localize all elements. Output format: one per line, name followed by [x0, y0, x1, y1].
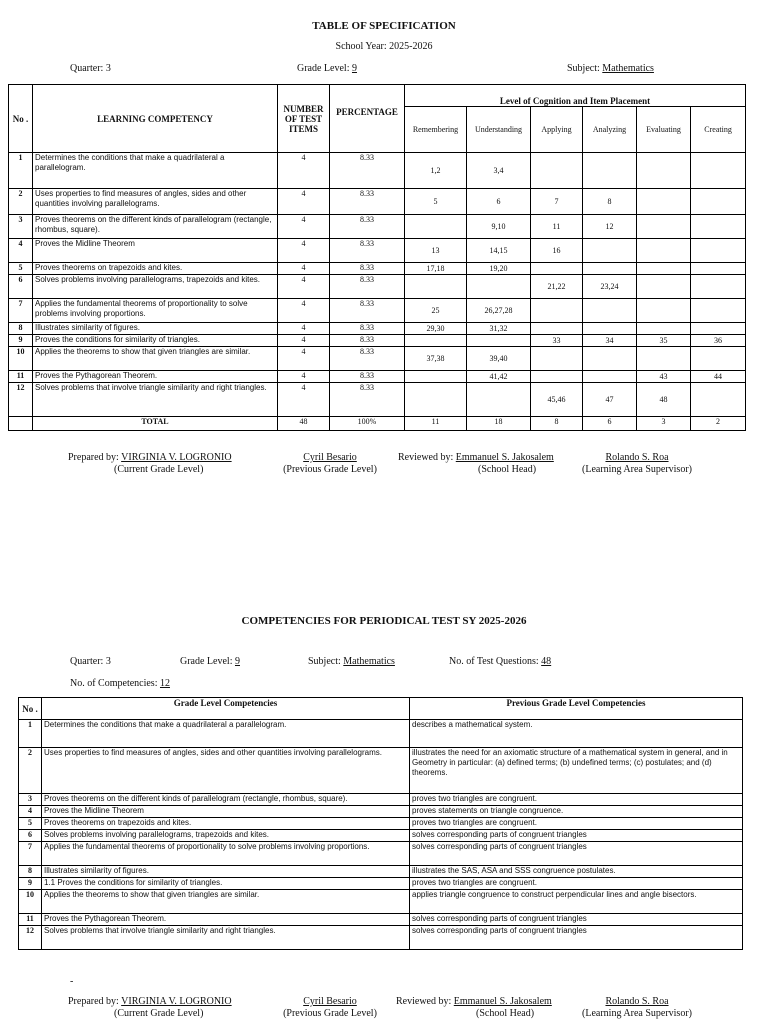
- tos-row-creating: 36: [691, 335, 746, 347]
- tos-total-applying: 8: [531, 417, 583, 431]
- comp-row-number: 6: [19, 830, 42, 842]
- tos-header-remembering: Remembering: [405, 107, 467, 153]
- tos-total-blank: [9, 417, 33, 431]
- comp-row-number: 12: [19, 926, 42, 950]
- tos-row-understanding: 6: [467, 189, 531, 215]
- tos-total-row: [9, 417, 746, 431]
- tos-row-applying: 11: [531, 215, 583, 239]
- comp-subject: Subject: Mathematics: [308, 656, 395, 667]
- comp-row-grade-competency: Proves the Pythagorean Theorem.: [42, 914, 410, 926]
- tos-row-percentage: 8.33: [330, 299, 405, 323]
- tos-row-remembering: 17,18: [405, 263, 467, 275]
- tos-row-creating: [691, 239, 746, 263]
- tos-row-applying: [531, 371, 583, 383]
- tos-row-remembering: [405, 371, 467, 383]
- tos-row-competency: Determines the conditions that make a quadrilateral a parallelogram.: [33, 153, 278, 189]
- tos-row-remembering: 13: [405, 239, 467, 263]
- tos-row-competency: Proves the Pythagorean Theorem.: [33, 371, 278, 383]
- tos-row-items: 4: [278, 263, 330, 275]
- tos-row-number: 8: [9, 323, 33, 335]
- comp-row-number: 5: [19, 818, 42, 830]
- tos-row-analyzing: [583, 371, 637, 383]
- tos-row-creating: [691, 383, 746, 417]
- tos-row-items: 4: [278, 299, 330, 323]
- tos-row-competency: Solves problems that involve triangle similarity and right triangles.: [33, 383, 278, 417]
- tos-row-competency: Applies the fundamental theorems of proportionality to solve problems involving proportions.: [33, 299, 278, 323]
- tos-row-analyzing: [583, 299, 637, 323]
- tos-row-applying: [531, 323, 583, 335]
- tos-total-evaluating: 3: [637, 417, 691, 431]
- tos-row-evaluating: [637, 215, 691, 239]
- tos-row: [9, 335, 746, 347]
- comp-row: [19, 818, 743, 830]
- comp-row: [19, 926, 743, 950]
- comp-row: [19, 748, 743, 794]
- tos-row-number: 6: [9, 275, 33, 299]
- comp-row-previous-competency: applies triangle congruence to construct perpendicular lines and angle bisectors.: [410, 890, 743, 914]
- comp-row-grade-competency: Solves problems that involve triangle similarity and right triangles.: [42, 926, 410, 950]
- tos-quarter: Quarter: 3: [70, 63, 111, 74]
- tos-total-percentage: 100%: [330, 417, 405, 431]
- comp-row: [19, 878, 743, 890]
- comp-row-number: 8: [19, 866, 42, 878]
- comp-row-previous-competency: solves corresponding parts of congruent triangles: [410, 926, 743, 950]
- tos-row-items: 4: [278, 335, 330, 347]
- comp-header-grade: Grade Level Competencies: [42, 698, 410, 720]
- tos-row-evaluating: 43: [637, 371, 691, 383]
- comp-row-previous-competency: proves two triangles are congruent.: [410, 818, 743, 830]
- comp-row-number: 10: [19, 890, 42, 914]
- tos-row-percentage: 8.33: [330, 335, 405, 347]
- comp-row-grade-competency: Determines the conditions that make a quadrilateral a parallelogram.: [42, 720, 410, 748]
- tos-header-evaluating: Evaluating: [637, 107, 691, 153]
- tos-row-understanding: [467, 383, 531, 417]
- tos-row-applying: 21,22: [531, 275, 583, 299]
- tos-header-applying: Applying: [531, 107, 583, 153]
- dash-mark: -: [70, 976, 74, 987]
- tos-row: [9, 239, 746, 263]
- tos-total-understanding: 18: [467, 417, 531, 431]
- tos-row-items: 4: [278, 383, 330, 417]
- reviewed-by-block: Reviewed by: Emmanuel S. Jakosalem (School Head): [398, 452, 554, 475]
- tos-row: [9, 299, 746, 323]
- tos-row-applying: 33: [531, 335, 583, 347]
- comp-row-previous-competency: illustrates the need for an axiomatic structure of a mathematical system in general, and in Geometry in particular: (a) defined terms; (b) undefined terms; (c) postulates; and (d) theorems.: [410, 748, 743, 794]
- comp-row-number: 7: [19, 842, 42, 866]
- supervisor-signatory: Rolando S. Roa (Learning Area Supervisor): [582, 452, 692, 475]
- comp-title: COMPETENCIES FOR PERIODICAL TEST SY 2025-2026: [241, 615, 527, 627]
- tos-row-evaluating: 35: [637, 335, 691, 347]
- tos-total-analyzing: 6: [583, 417, 637, 431]
- tos-row-percentage: 8.33: [330, 263, 405, 275]
- tos-row-applying: [531, 263, 583, 275]
- tos-total-remembering: 11: [405, 417, 467, 431]
- comp-row-grade-competency: Proves theorems on trapezoids and kites.: [42, 818, 410, 830]
- tos-header-competency: LEARNING COMPETENCY: [33, 85, 278, 153]
- tos-school-year: School Year: 2025-2026: [335, 41, 433, 52]
- tos-row-number: 7: [9, 299, 33, 323]
- tos-row-creating: [691, 275, 746, 299]
- tos-row-remembering: [405, 275, 467, 299]
- tos-row-items: 4: [278, 275, 330, 299]
- tos-row-applying: 16: [531, 239, 583, 263]
- tos-row-creating: [691, 299, 746, 323]
- tos-subject: Subject: Mathematics: [567, 63, 654, 74]
- comp-row: [19, 866, 743, 878]
- tos-row: [9, 383, 746, 417]
- tos-row-understanding: 41,42: [467, 371, 531, 383]
- tos-row-creating: [691, 189, 746, 215]
- comp-row-grade-competency: Uses properties to find measures of angles, sides and other quantities involving parallelograms.: [42, 748, 410, 794]
- prepared-by-block: Prepared by: VIRGINIA V. LOGRONIO (Current Grade Level): [68, 452, 232, 475]
- comp-row: [19, 720, 743, 748]
- comp-row-number: 1: [19, 720, 42, 748]
- tos-row-competency: Uses properties to find measures of angles, sides and other quantities involving parallelograms.: [33, 189, 278, 215]
- comp-header-previous: Previous Grade Level Competencies: [410, 698, 743, 720]
- tos-row-creating: [691, 323, 746, 335]
- tos-row-creating: [691, 263, 746, 275]
- tos-row-percentage: 8.33: [330, 275, 405, 299]
- tos-row-number: 3: [9, 215, 33, 239]
- tos-row-percentage: 8.33: [330, 323, 405, 335]
- tos-row: [9, 347, 746, 371]
- tos-total-creating: 2: [691, 417, 746, 431]
- comp-header-no: No .: [19, 698, 42, 720]
- tos-total-items: 48: [278, 417, 330, 431]
- comp-row-previous-competency: illustrates the SAS, ASA and SSS congruence postulates.: [410, 866, 743, 878]
- supervisor-signatory-2: Rolando S. Roa (Learning Area Supervisor): [582, 996, 692, 1019]
- tos-row-number: 5: [9, 263, 33, 275]
- tos-row-understanding: 9,10: [467, 215, 531, 239]
- tos-row-applying: 7: [531, 189, 583, 215]
- comp-row-previous-competency: proves statements on triangle congruence.: [410, 806, 743, 818]
- tos-row-remembering: [405, 383, 467, 417]
- tos-row-understanding: 26,27,28: [467, 299, 531, 323]
- comp-row: [19, 806, 743, 818]
- tos-row-analyzing: [583, 323, 637, 335]
- tos-row-analyzing: [583, 239, 637, 263]
- tos-row: [9, 275, 746, 299]
- tos-row-evaluating: [637, 189, 691, 215]
- comp-row: [19, 842, 743, 866]
- tos-row-number: 10: [9, 347, 33, 371]
- tos-row-analyzing: 34: [583, 335, 637, 347]
- tos-row-items: 4: [278, 239, 330, 263]
- tos-row-applying: [531, 153, 583, 189]
- comp-row-number: 9: [19, 878, 42, 890]
- comp-row-previous-competency: solves corresponding parts of congruent triangles: [410, 914, 743, 926]
- tos-row-evaluating: [637, 323, 691, 335]
- tos-row: [9, 153, 746, 189]
- tos-row: [9, 371, 746, 383]
- tos-row-competency: Illustrates similarity of figures.: [33, 323, 278, 335]
- prepared-by-block-2: Prepared by: VIRGINIA V. LOGRONIO (Current Grade Level): [68, 996, 232, 1019]
- tos-row: [9, 323, 746, 335]
- tos-row-percentage: 8.33: [330, 189, 405, 215]
- tos-row-remembering: 5: [405, 189, 467, 215]
- tos-row-analyzing: [583, 263, 637, 275]
- comp-row-grade-competency: Applies the theorems to show that given triangles are similar.: [42, 890, 410, 914]
- tos-row-understanding: [467, 275, 531, 299]
- tos-row-remembering: [405, 215, 467, 239]
- comp-row-number: 4: [19, 806, 42, 818]
- comp-row: [19, 890, 743, 914]
- tos-row-understanding: 3,4: [467, 153, 531, 189]
- tos-row-competency: Solves problems involving parallelograms, trapezoids and kites.: [33, 275, 278, 299]
- tos-row-remembering: 25: [405, 299, 467, 323]
- tos-row-number: 4: [9, 239, 33, 263]
- tos-row-percentage: 8.33: [330, 371, 405, 383]
- tos-row-number: 1: [9, 153, 33, 189]
- tos-row-evaluating: [637, 153, 691, 189]
- tos-row-creating: 44: [691, 371, 746, 383]
- tos-row-evaluating: [637, 239, 691, 263]
- tos-row-creating: [691, 347, 746, 371]
- tos-header-understanding: Understanding: [467, 107, 531, 153]
- tos-row-analyzing: [583, 153, 637, 189]
- tos-row-competency: Proves theorems on trapezoids and kites.: [33, 263, 278, 275]
- comp-row-number: 11: [19, 914, 42, 926]
- tos-row-remembering: [405, 335, 467, 347]
- comp-row-number: 3: [19, 794, 42, 806]
- comp-row-previous-competency: proves two triangles are congruent.: [410, 794, 743, 806]
- comp-row-grade-competency: Illustrates similarity of figures.: [42, 866, 410, 878]
- tos-row-analyzing: 47: [583, 383, 637, 417]
- previous-grade-signatory-2: Cyril Besario (Previous Grade Level): [283, 996, 377, 1019]
- tos-header-percentage: PERCENTAGE: [330, 85, 405, 153]
- tos-header-items: NUMBER OF TEST ITEMS: [278, 85, 330, 153]
- comp-grade-level: Grade Level: 9: [180, 656, 240, 667]
- tos-row: [9, 263, 746, 275]
- tos-row-competency: Proves the Midline Theorem: [33, 239, 278, 263]
- tos-row-applying: [531, 299, 583, 323]
- tos-row-competency: Proves theorems on the different kinds of parallelogram (rectangle, rhombus, square).: [33, 215, 278, 239]
- tos-row-number: 2: [9, 189, 33, 215]
- tos-row-remembering: 37,38: [405, 347, 467, 371]
- tos-row-understanding: 39,40: [467, 347, 531, 371]
- tos-row: [9, 215, 746, 239]
- tos-header-no: No .: [9, 85, 33, 153]
- tos-row-creating: [691, 153, 746, 189]
- comp-quarter: Quarter: 3: [70, 656, 111, 667]
- tos-total-label: TOTAL: [33, 417, 278, 431]
- tos-row-items: 4: [278, 153, 330, 189]
- tos-row-applying: [531, 347, 583, 371]
- comp-row-previous-competency: proves two triangles are congruent.: [410, 878, 743, 890]
- tos-row-number: 9: [9, 335, 33, 347]
- tos-row-competency: Proves the conditions for similarity of triangles.: [33, 335, 278, 347]
- comp-row-number: 2: [19, 748, 42, 794]
- tos-row-percentage: 8.33: [330, 153, 405, 189]
- tos-header-cognition: Level of Cognition and Item Placement: [405, 85, 746, 107]
- comp-table: [18, 697, 743, 950]
- tos-row-remembering: 29,30: [405, 323, 467, 335]
- tos-row-evaluating: [637, 299, 691, 323]
- tos-row-items: 4: [278, 189, 330, 215]
- tos-row-number: 11: [9, 371, 33, 383]
- tos-row-evaluating: 48: [637, 383, 691, 417]
- comp-row-previous-competency: solves corresponding parts of congruent triangles: [410, 830, 743, 842]
- tos-row-applying: 45,46: [531, 383, 583, 417]
- tos-row-percentage: 8.33: [330, 347, 405, 371]
- tos-row-creating: [691, 215, 746, 239]
- comp-test-questions: No. of Test Questions: 48: [449, 656, 552, 667]
- tos-row-percentage: 8.33: [330, 383, 405, 417]
- tos-row-understanding: 14,15: [467, 239, 531, 263]
- tos-row-evaluating: [637, 275, 691, 299]
- comp-row-grade-competency: Solves problems involving parallelograms, trapezoids and kites.: [42, 830, 410, 842]
- tos-row-items: 4: [278, 371, 330, 383]
- tos-row-competency: Applies the theorems to show that given triangles are similar.: [33, 347, 278, 371]
- tos-row-analyzing: 12: [583, 215, 637, 239]
- comp-row: [19, 914, 743, 926]
- tos-row-remembering: 1,2: [405, 153, 467, 189]
- tos-row-understanding: 19,20: [467, 263, 531, 275]
- comp-row-grade-competency: Proves theorems on the different kinds of parallelogram (rectangle, rhombus, square).: [42, 794, 410, 806]
- tos-row-number: 12: [9, 383, 33, 417]
- comp-row: [19, 830, 743, 842]
- reviewed-by-block-2: Reviewed by: Emmanuel S. Jakosalem (School Head): [396, 996, 552, 1019]
- tos-row-evaluating: [637, 347, 691, 371]
- tos-header-analyzing: Analyzing: [583, 107, 637, 153]
- comp-row: [19, 794, 743, 806]
- tos-row-analyzing: [583, 347, 637, 371]
- tos-row-understanding: 31,32: [467, 323, 531, 335]
- tos-row-analyzing: 8: [583, 189, 637, 215]
- tos-grade-level: Grade Level: 9: [297, 63, 357, 74]
- tos-row-evaluating: [637, 263, 691, 275]
- comp-row-grade-competency: Applies the fundamental theorems of proportionality to solve problems involving proportions.: [42, 842, 410, 866]
- tos-header-creating: Creating: [691, 107, 746, 153]
- tos-table: [8, 84, 746, 431]
- tos-row-analyzing: 23,24: [583, 275, 637, 299]
- comp-row-previous-competency: solves corresponding parts of congruent triangles: [410, 842, 743, 866]
- tos-row-items: 4: [278, 215, 330, 239]
- tos-title: TABLE OF SPECIFICATION: [312, 20, 456, 32]
- tos-row: [9, 189, 746, 215]
- tos-row-percentage: 8.33: [330, 239, 405, 263]
- comp-number-of-competencies: No. of Competencies: 12: [70, 678, 170, 689]
- tos-row-items: 4: [278, 347, 330, 371]
- previous-grade-signatory: Cyril Besario (Previous Grade Level): [283, 452, 377, 475]
- comp-row-grade-competency: 1.1 Proves the conditions for similarity of triangles.: [42, 878, 410, 890]
- tos-row-understanding: [467, 335, 531, 347]
- tos-row-items: 4: [278, 323, 330, 335]
- comp-row-previous-competency: describes a mathematical system.: [410, 720, 743, 748]
- tos-row-percentage: 8.33: [330, 215, 405, 239]
- comp-row-grade-competency: Proves the Midline Theorem: [42, 806, 410, 818]
